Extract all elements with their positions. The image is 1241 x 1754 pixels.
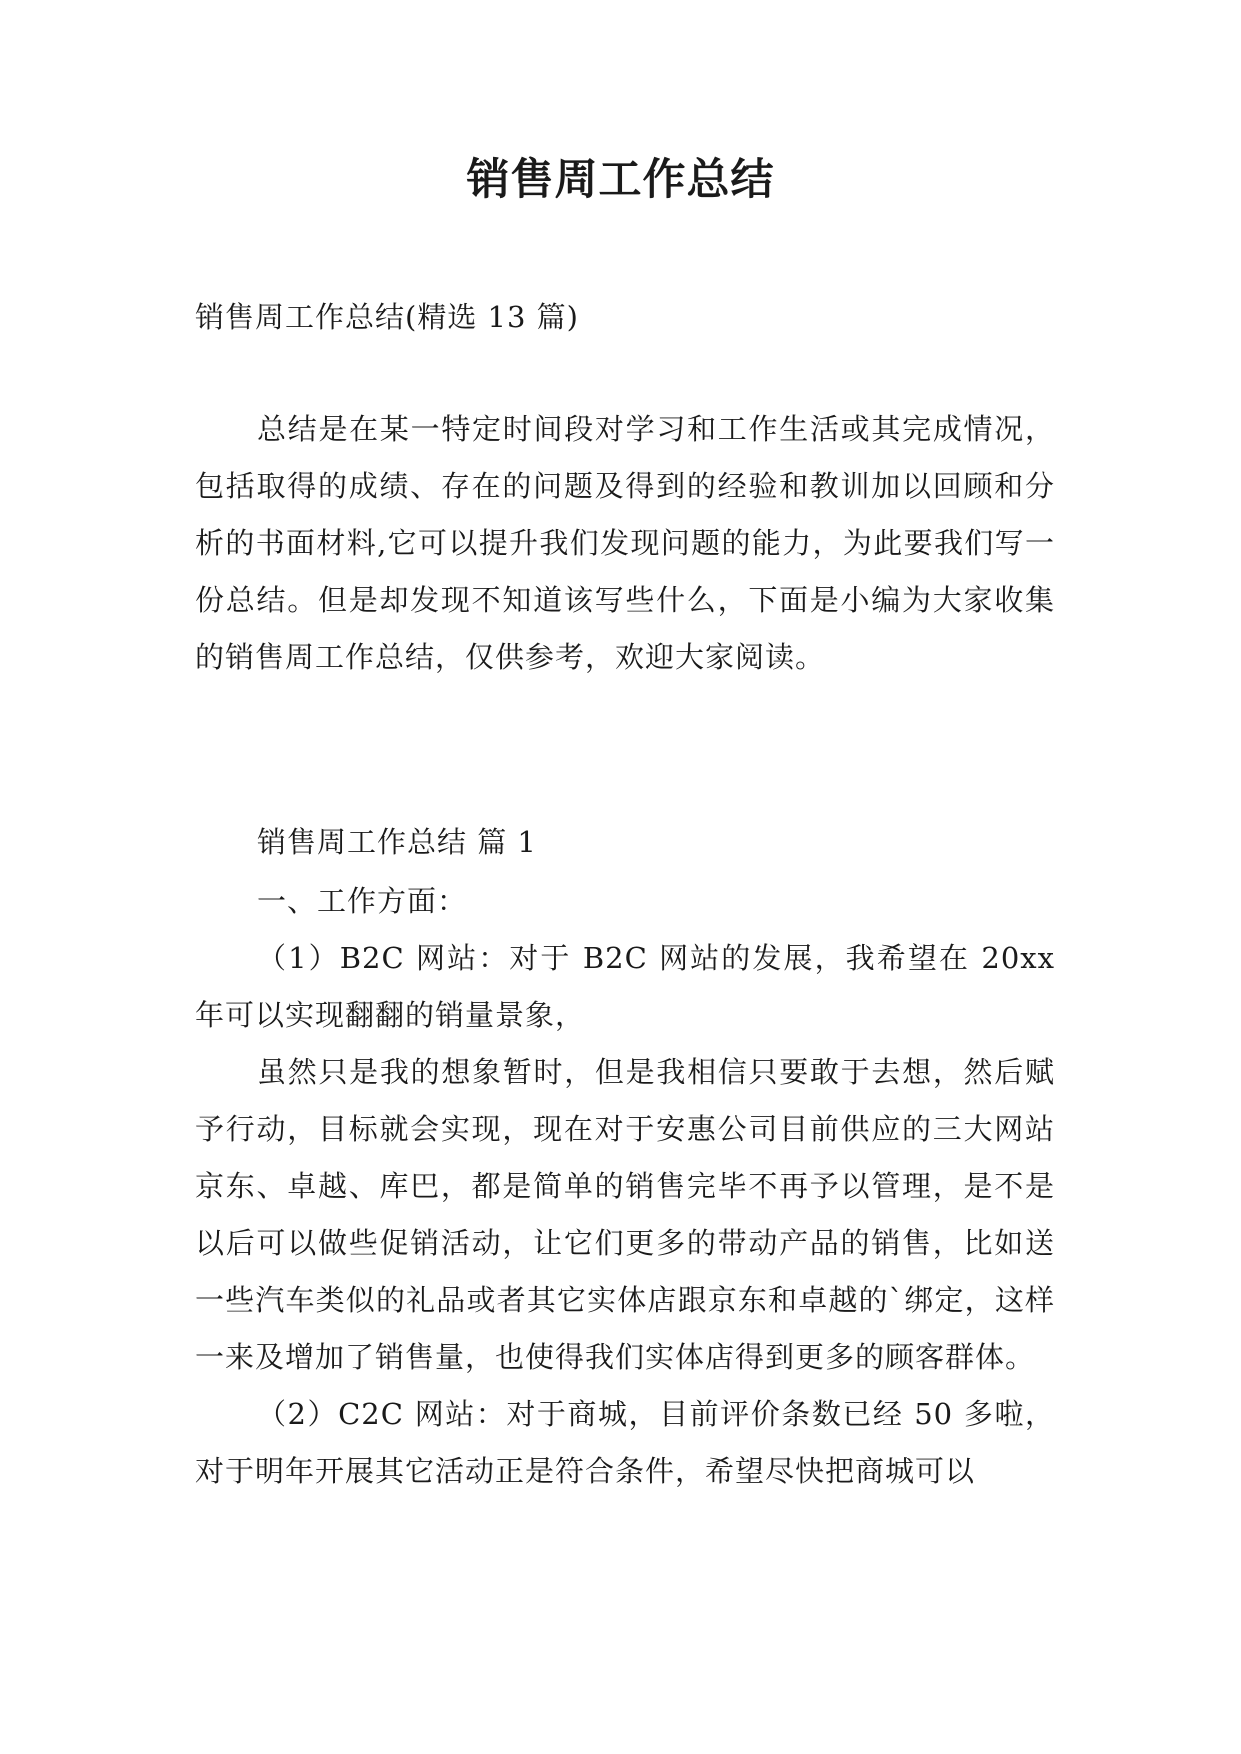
- intro-paragraph: 总结是在某一特定时间段对学习和工作生活或其完成情况，包括取得的成绩、存在的问题及得到的经验和教训加以回顾和分析的书面材料,它可以提升我们发现问题的能力，为此要我们写一份总结。但是却发现不知道该写些什么，下面是小编为大家收集的销售周工作总结，仅供参考，欢迎大家阅读。: [195, 412, 1055, 674]
- body-paragraph: 一、工作方面：: [257, 884, 468, 918]
- document-title: 销售周工作总结: [466, 155, 775, 205]
- body-paragraph: （2）C2C 网站：对于商城，目前评价条数已经 50 多啦，对于明年开展其它活动正是符合条件，希望尽快把商城可以: [195, 1397, 1055, 1488]
- section-heading: 销售周工作总结 篇 1: [257, 825, 537, 859]
- body-paragraph: （1）B2C 网站：对于 B2C 网站的发展，我希望在 20xx 年可以实现翻翻的销量景象，: [195, 941, 1055, 1032]
- section-1: [195, 814, 1055, 1500]
- body-paragraph: 虽然只是我的想象暂时，但是我相信只要敢于去想，然后赋予行动，目标就会实现，现在对于安惠公司目前供应的三大网站京东、卓越、库巴，都是简单的销售完毕不再予以管理，是不是以后可以做些促销活动，让它们更多的带动产品的销售，比如送一些汽车类似的礼品或者其它实体店跟京东和卓越的`绑定，这样一来及增加了销售量，也使得我们实体店得到更多的顾客群体。: [195, 1055, 1055, 1374]
- document-subtitle: 销售周工作总结(精选 13 篇): [195, 300, 579, 334]
